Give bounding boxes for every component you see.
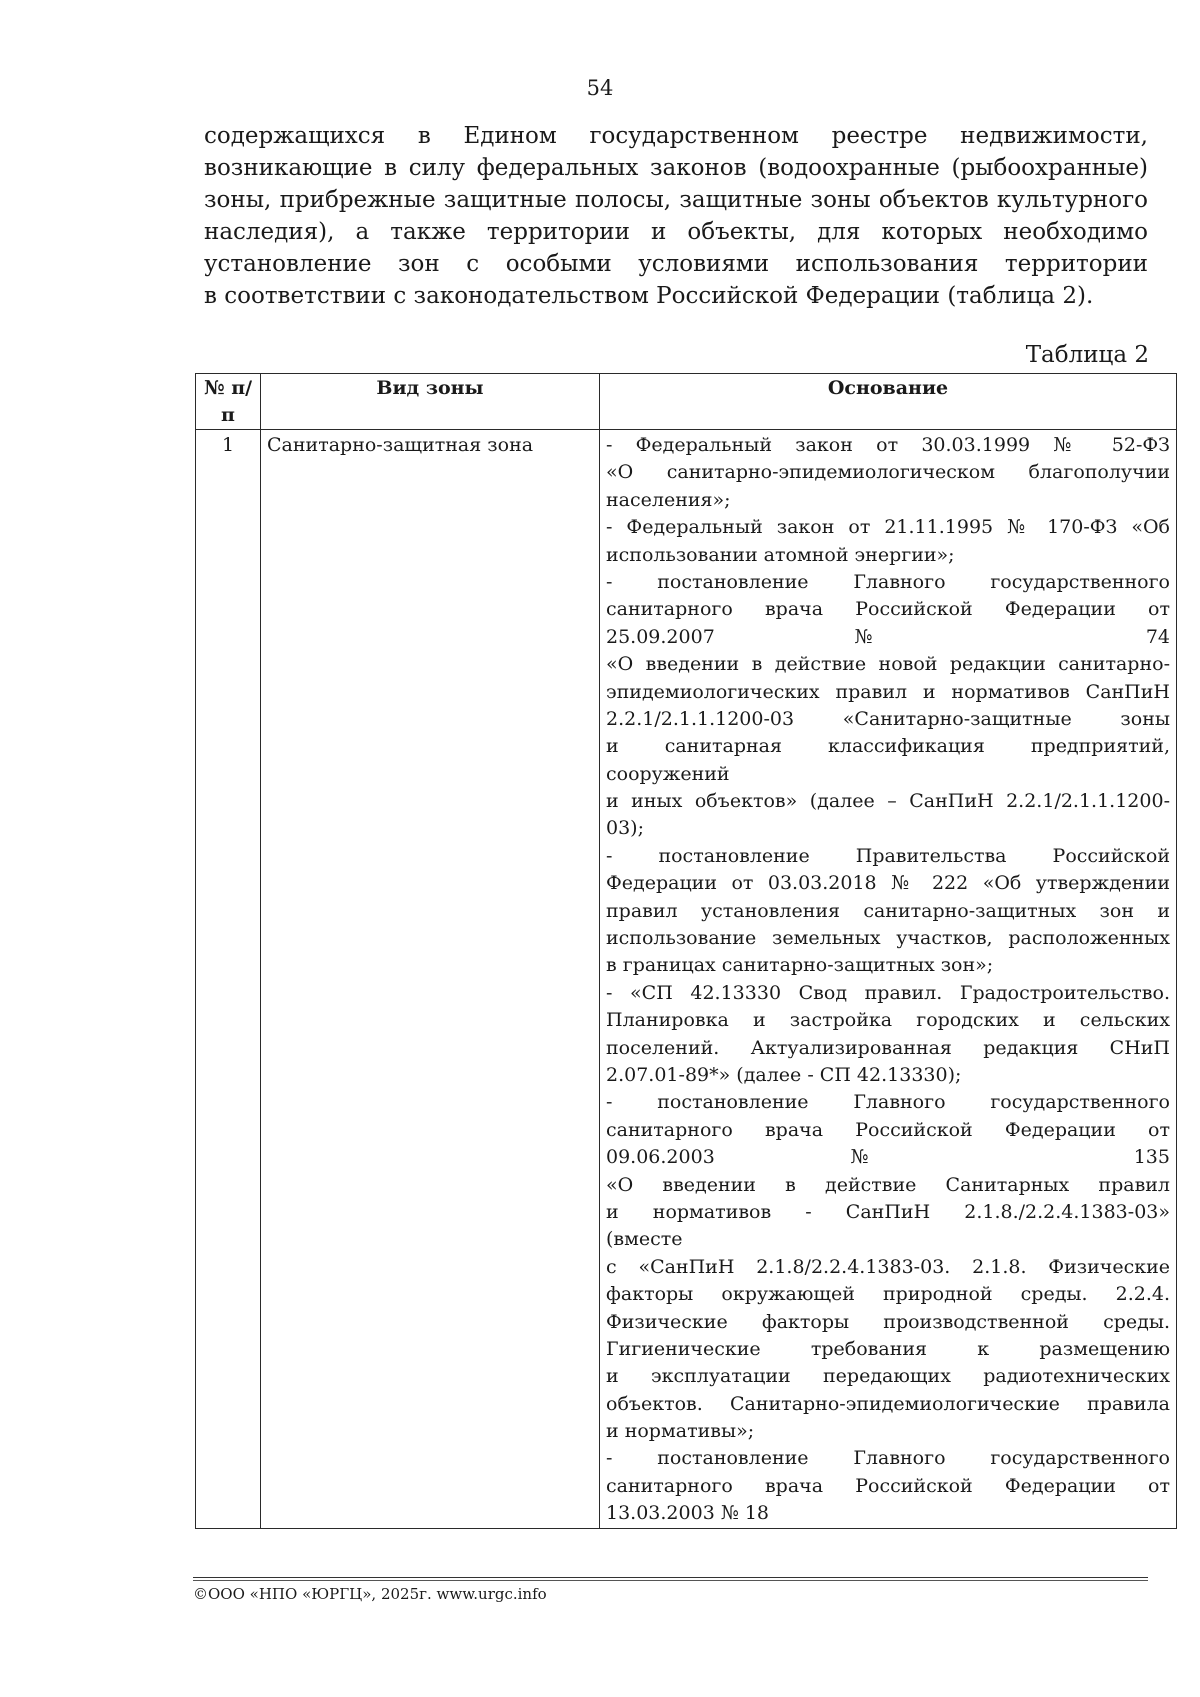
basis-line: Федерации от 03.03.2018 № 222 «Об утверждении bbox=[606, 872, 1170, 895]
basis-line: населения»; bbox=[606, 488, 731, 511]
basis-line: «О санитарно-эпидемиологическом благополучии bbox=[606, 461, 1170, 484]
basis-line: 2.2.1/2.1.1.1200-03 «Санитарно-защитные зоны bbox=[606, 707, 1170, 730]
basis-line: 13.03.2003 № 18 bbox=[606, 1502, 770, 1525]
basis-line: - постановление Правительства Российской bbox=[606, 844, 1170, 867]
basis-line: Физические факторы производственной среды. bbox=[606, 1310, 1170, 1333]
footer-copyright: ©ООО «НПО «ЮРГЦ», 2025г. www.urgc.info bbox=[193, 1585, 547, 1603]
intro-line: установление зон с особыми условиями использования территории bbox=[204, 251, 1148, 277]
table-row bbox=[196, 430, 1177, 1529]
basis-line: - Федеральный закон от 30.03.1999 № 52-ФЗ bbox=[606, 434, 1170, 456]
basis-line: поселений. Актуализированная редакция СНиП bbox=[606, 1036, 1170, 1059]
table-caption: Таблица 2 bbox=[1025, 342, 1149, 368]
page-number: 54 bbox=[586, 76, 614, 100]
basis-line: в границах санитарно-защитных зон»; bbox=[606, 954, 994, 977]
basis-line: с «СанПиН 2.1.8/2.2.4.1383-03. 2.1.8. Физические bbox=[606, 1255, 1170, 1278]
basis-line: и санитарная классификация предприятий, bbox=[606, 735, 1170, 758]
zone-basis bbox=[600, 430, 1177, 1529]
header-number: № п/п bbox=[196, 374, 261, 430]
basis-line: санитарного врача Российской Федерации от bbox=[606, 598, 1170, 621]
header-zone-type: Вид зоны bbox=[261, 374, 600, 430]
basis-line: объектов. Санитарно-эпидемиологические правила bbox=[606, 1392, 1170, 1415]
basis-line: и иных объектов» (далее – СанПиН 2.2.1/2.1.1.1200- bbox=[606, 790, 1170, 813]
basis-line: эпидемиологических правил и нормативов СанПиН bbox=[606, 680, 1170, 703]
basis-line: факторы окружающей природной среды. 2.2.4. bbox=[606, 1283, 1170, 1306]
basis-line: 03); bbox=[606, 817, 644, 840]
basis-line: использовании атомной энергии»; bbox=[606, 543, 955, 566]
basis-line: 25.09.2007 № 74 bbox=[606, 625, 1170, 648]
basis-line: - постановление Главного государственного bbox=[606, 570, 1170, 593]
intro-line: зоны, прибрежные защитные полосы, защитные зоны объектов культурного bbox=[204, 187, 1148, 213]
zone-type: Санитарно-защитная зона bbox=[261, 430, 600, 1529]
intro-line: содержащихся в Едином государственном реестре недвижимости, bbox=[204, 123, 1148, 149]
basis-line: (вместе bbox=[606, 1228, 683, 1251]
basis-line: Гигиенические требования к размещению bbox=[606, 1337, 1170, 1360]
footer-rule bbox=[193, 1577, 1148, 1581]
basis-line: - «СП 42.13330 Свод правил. Градостроительство. bbox=[606, 981, 1170, 1004]
basis-line: правил установления санитарно-защитных зон и bbox=[606, 899, 1170, 922]
row-number: 1 bbox=[196, 430, 261, 1529]
basis-line: и нормативы»; bbox=[606, 1420, 755, 1443]
table-header-row bbox=[196, 374, 1177, 430]
basis-line: 09.06.2003 № 135 bbox=[606, 1146, 1170, 1169]
basis-line: санитарного врача Российской Федерации от bbox=[606, 1118, 1170, 1141]
basis-line: - постановление Главного государственного bbox=[606, 1447, 1170, 1470]
intro-paragraph bbox=[204, 120, 1148, 312]
intro-line: в соответствии с законодательством Российской Федерации (таблица 2). bbox=[204, 283, 1094, 309]
basis-line: сооружений bbox=[606, 762, 730, 785]
basis-line: - Федеральный закон от 21.11.1995 № 170-ФЗ «Об bbox=[606, 516, 1170, 539]
basis-line: и нормативов - СанПиН 2.1.8./2.2.4.1383-03» bbox=[606, 1200, 1170, 1223]
intro-line: возникающие в силу федеральных законов (водоохранные (рыбоохранные) bbox=[204, 155, 1148, 181]
basis-line: «О введении в действие новой редакции санитарно- bbox=[606, 653, 1170, 676]
basis-line: санитарного врача Российской Федерации от bbox=[606, 1474, 1170, 1497]
header-basis: Основание bbox=[600, 374, 1177, 430]
basis-line: «О введении в действие Санитарных правил bbox=[606, 1173, 1170, 1196]
basis-line: - постановление Главного государственного bbox=[606, 1091, 1170, 1114]
basis-line: и эксплуатации передающих радиотехнических bbox=[606, 1365, 1170, 1388]
basis-line: 2.07.01-89*» (далее - СП 42.13330); bbox=[606, 1063, 962, 1086]
zones-table bbox=[195, 373, 1177, 1529]
intro-line: наследия), а также территории и объекты, для которых необходимо bbox=[204, 219, 1148, 245]
basis-line: Планировка и застройка городских и сельских bbox=[606, 1009, 1170, 1032]
basis-line: использование земельных участков, расположенных bbox=[606, 927, 1170, 950]
